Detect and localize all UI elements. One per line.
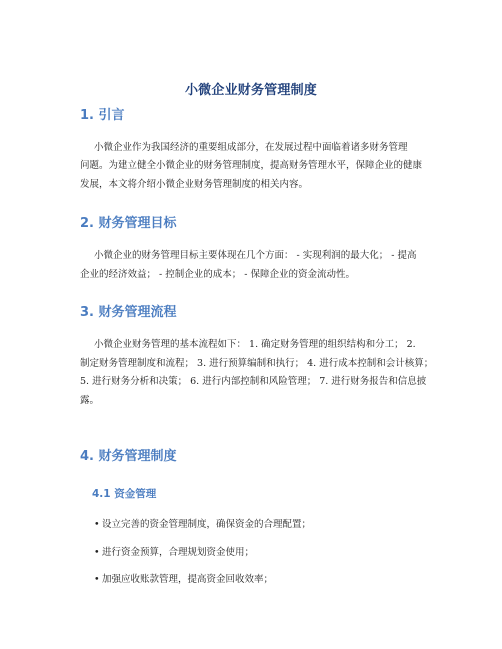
list-item [94, 546, 254, 559]
bullet-icon: • [94, 574, 100, 585]
section-heading-rules: 4. 财务管理制度 [80, 449, 177, 464]
section-heading-goals: 2. 财务管理目标 [80, 216, 177, 231]
list-item-text: 加强应收账款管理，提高资金回收效率； [102, 574, 274, 585]
section-heading-intro: 1. 引言 [80, 108, 125, 123]
paragraph-line: 小微企业财务管理的基本流程如下： 1. 确定财务管理的组织结构和分工； 2. [94, 339, 416, 350]
bullet-icon: • [94, 519, 100, 530]
list-item [94, 573, 273, 586]
paragraph-line: 露。 [80, 395, 100, 406]
bullet-icon: • [94, 547, 100, 558]
subsection-heading-funds: 4.1 资金管理 [92, 488, 157, 500]
paragraph-line: 小微企业作为我国经济的重要组成部分，在发展过程中面临着诸多财务管理 [94, 142, 408, 153]
document-title: 小微企业财务管理制度 [184, 83, 317, 98]
paragraph-line: 5. 进行财务分析和决策； 6. 进行内部控制和风险管理； 7. 进行财务报告和信息披 [80, 376, 427, 387]
paragraph-line: 企业的经济效益； - 控制企业的成本； - 保障企业的资金流动性。 [80, 269, 355, 280]
list-item-text: 进行资金预算，合理规划资金使用； [102, 547, 255, 558]
paragraph-line: 制定财务管理制度和流程； 3. 进行预算编制和执行； 4. 进行成本控制和会计核算； [80, 358, 434, 369]
paragraph-line: 发展，本文将介绍小微企业财务管理制度的相关内容。 [80, 179, 309, 190]
list-item [94, 518, 311, 531]
paragraph-line: 问题。为建立健全小微企业的财务管理制度，提高财务管理水平，保障企业的健康 [80, 160, 423, 171]
section-heading-process: 3. 财务管理流程 [80, 305, 177, 320]
paragraph-line: 小微企业的财务管理目标主要体现在几个方面： - 实现利润的最大化； - 提高 [94, 250, 417, 261]
list-item-text: 设立完善的资金管理制度，确保资金的合理配置； [102, 519, 312, 530]
